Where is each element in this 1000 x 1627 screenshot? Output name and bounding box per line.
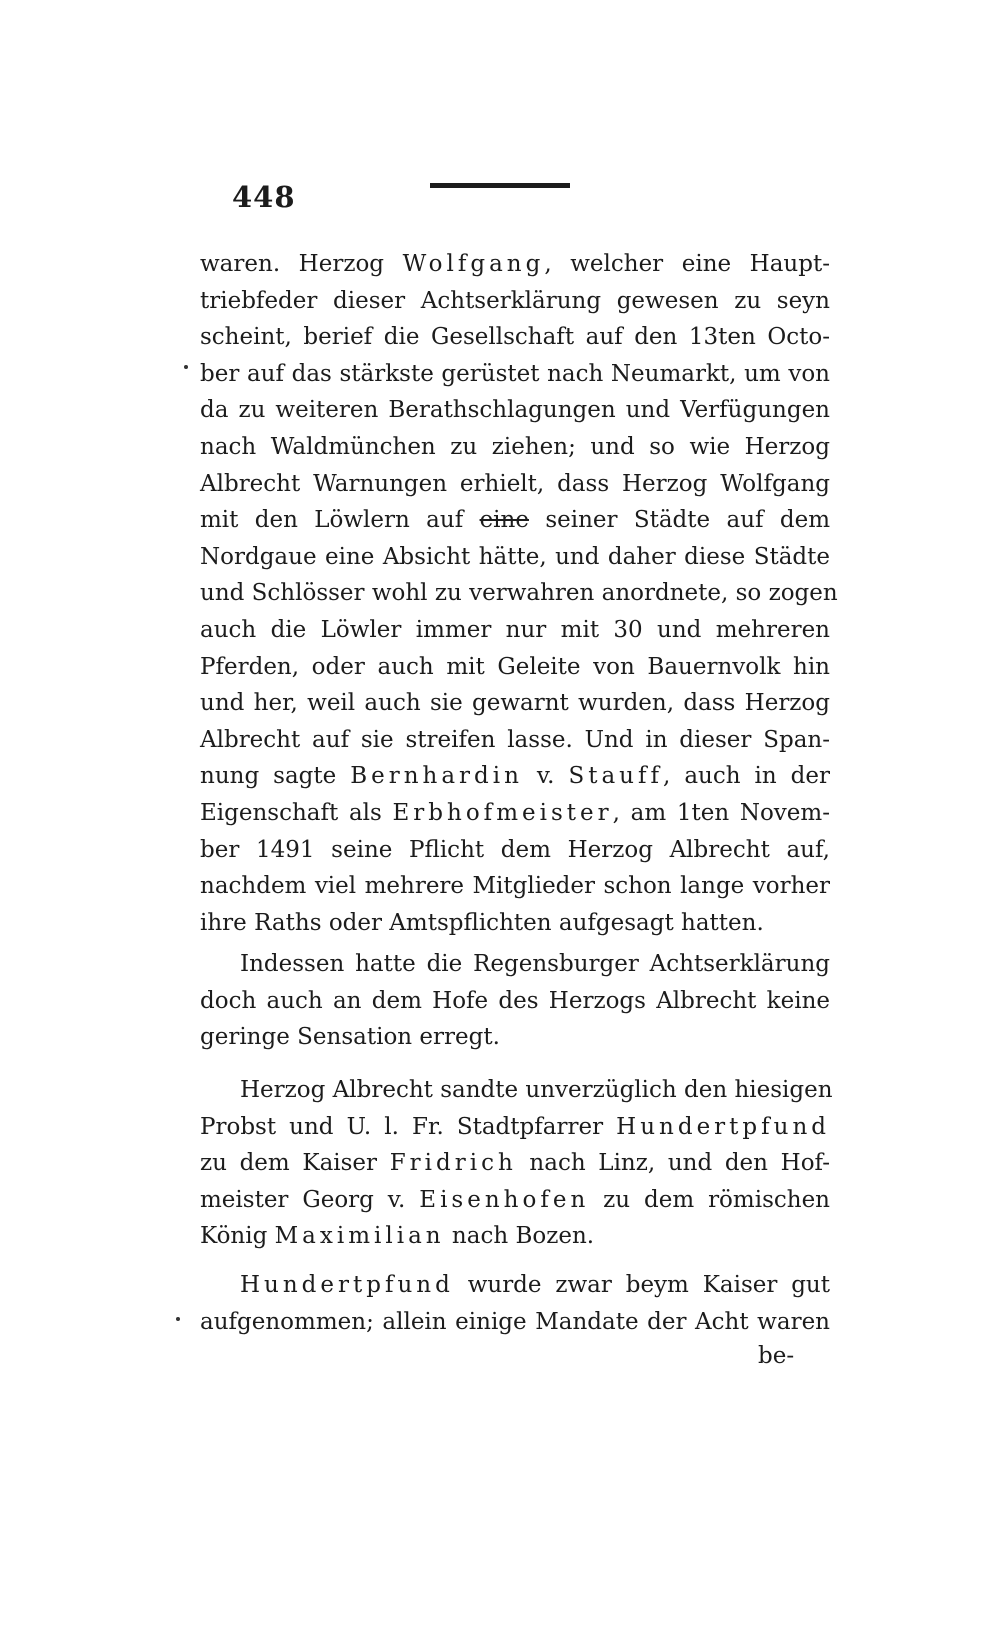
catchword: be- (758, 1343, 795, 1369)
text-line (200, 612, 830, 649)
text-run: mit den Löwlern auf (200, 507, 480, 534)
margin-dot (176, 1317, 180, 1321)
margin-dot (184, 365, 188, 369)
text-line (200, 832, 830, 869)
text-line (200, 905, 830, 942)
text-run: , am 1ten Novem- (612, 799, 830, 826)
text-run: Probst und U. l. Fr. Stadtpfarrer (200, 1113, 617, 1140)
text-line (200, 983, 830, 1020)
text-run: und Schlösser wohl zu verwahren anordnete, so zogen (200, 580, 838, 607)
paragraph-3 (200, 1072, 833, 1255)
spaced-name: Erbhofmeister (392, 799, 613, 826)
text-line (200, 1019, 830, 1056)
text-run: und her, weil auch sie gewarnt wurden, dass Herzog (200, 690, 830, 717)
text-run: nachdem viel mehrere Mitglieder schon lange vorher (200, 873, 830, 900)
text-run: nach Bozen. (444, 1223, 595, 1250)
spaced-name: Eisenhofen (419, 1186, 590, 1213)
paragraph-1 (200, 246, 838, 941)
text-line (200, 758, 830, 795)
text-run: doch auch an dem Hofe des Herzogs Albrecht keine (200, 987, 830, 1014)
text-run: zu dem Kaiser (200, 1150, 390, 1177)
text-run: ber auf das stärkste gerüstet nach Neumarkt, um von (200, 360, 830, 387)
text-run: ber 1491 seine Pflicht dem Herzog Albrecht auf, (200, 836, 830, 863)
page-number: 448 (232, 180, 296, 214)
text-run: geringe Sensation erregt. (200, 1024, 500, 1051)
struck-word: eine (479, 507, 529, 534)
text-line (200, 319, 830, 356)
text-line (200, 795, 830, 832)
text-line (200, 466, 830, 503)
text-run: Nordgaue eine Absicht hätte, und daher diese Städte (200, 543, 830, 570)
text-run: Herzog Albrecht sandte unverzüglich den hiesigen (240, 1077, 833, 1103)
text-line (200, 1072, 833, 1109)
text-line (200, 1182, 830, 1219)
text-line (200, 356, 830, 393)
text-run: zu dem römischen (589, 1186, 830, 1213)
text-line (200, 685, 830, 722)
spaced-name: Bernhardin (350, 763, 523, 790)
text-line (200, 246, 830, 283)
spaced-name: Stauff (568, 763, 664, 790)
header-rule (430, 183, 570, 188)
text-run: nach Linz, und den Hof- (516, 1150, 831, 1177)
text-line (200, 1304, 830, 1341)
text-line (200, 1109, 830, 1146)
text-run: nach Waldmünchen zu ziehen; und so wie Herzog (200, 433, 830, 460)
text-run: Indessen hatte die Regensburger Achtserklärung (240, 951, 830, 977)
text-line (200, 1267, 830, 1304)
text-run: Eigenschaft als (200, 799, 393, 826)
spaced-name: Maximilian (274, 1223, 445, 1250)
text-run: , auch in der (663, 763, 830, 790)
text-run: scheint, berief die Gesellschaft auf den 13ten Octo- (200, 324, 830, 351)
paragraph-2 (200, 946, 830, 1056)
text-line (200, 868, 830, 905)
text-run: triebfeder dieser Achtserklärung gewesen zu seyn (200, 287, 830, 314)
spaced-name: Fridrich (389, 1150, 517, 1177)
paragraph-4 (200, 1267, 830, 1340)
spaced-name: Wolfgang (402, 251, 545, 277)
text-run: meister Georg v. (200, 1186, 420, 1213)
text-line (200, 539, 830, 576)
text-line (200, 502, 830, 539)
spaced-name: Hundertpfund (616, 1113, 830, 1140)
text-line (200, 722, 830, 759)
text-run: nung sagte (200, 763, 351, 790)
text-line (200, 649, 830, 686)
text-line (200, 1145, 830, 1182)
text-line (200, 1218, 830, 1255)
text-run: aufgenommen; allein einige Mandate der Acht waren (200, 1308, 830, 1335)
text-line (200, 429, 830, 466)
text-run: v. (522, 763, 569, 790)
text-run: auch die Löwler immer nur mit 30 und mehreren (200, 616, 830, 643)
text-run: , welcher eine Haupt- (544, 251, 830, 277)
text-run: wurde zwar beym Kaiser gut (453, 1272, 830, 1298)
text-line (200, 575, 838, 612)
text-run: Albrecht auf sie streifen lasse. Und in dieser Span- (200, 726, 830, 753)
text-run: ihre Raths oder Amtspflichten aufgesagt hatten. (200, 909, 764, 936)
spaced-name: Hundertpfund (240, 1272, 454, 1298)
text-run: Albrecht Warnungen erhielt, dass Herzog Wolfgang (200, 470, 830, 497)
text-line (200, 946, 830, 983)
text-run: Pferden, oder auch mit Geleite von Bauernvolk hin (200, 653, 830, 680)
text-run: König (200, 1223, 275, 1250)
text-run: seiner Städte auf dem (528, 507, 831, 534)
text-line (200, 392, 830, 429)
text-run: da zu weiteren Berathschlagungen und Verfügungen (200, 397, 830, 424)
text-line (200, 283, 830, 320)
text-run: waren. Herzog (200, 251, 403, 277)
